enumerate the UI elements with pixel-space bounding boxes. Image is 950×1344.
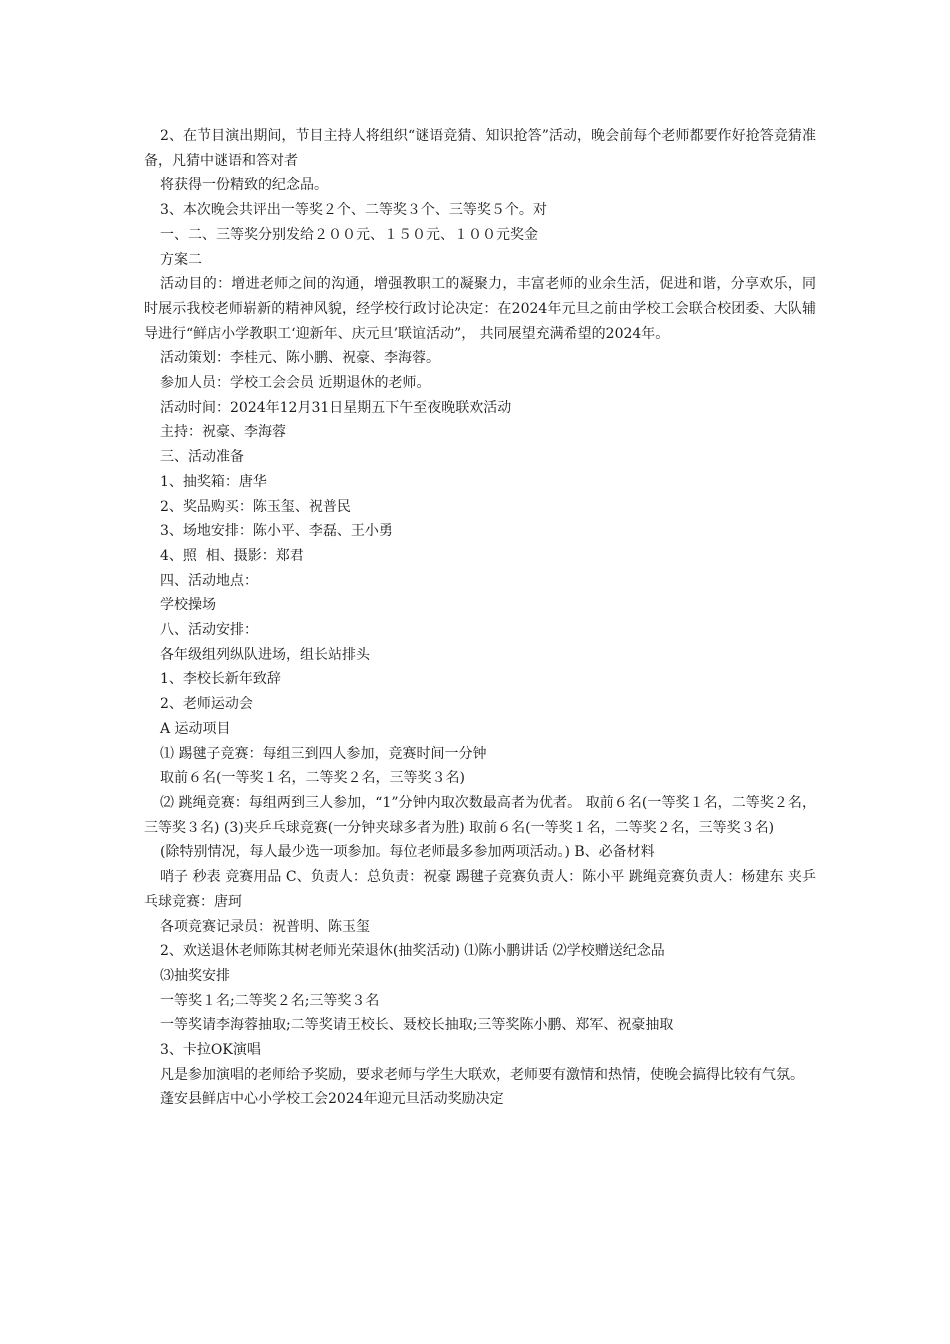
paragraph: 3、场地安排：陈小平、李磊、王小勇	[160, 523, 393, 540]
paragraph: 2、老师运动会	[160, 696, 253, 713]
paragraph: 一等奖请李海蓉抽取;二等奖请王校长、聂校长抽取;三等奖陈小鹏、郑军、祝豪抽取	[160, 1017, 674, 1034]
paragraph: 取前６名(一等奖１名，二等奖２名，三等奖３名)	[160, 770, 465, 787]
paragraph: 4、照 相、摄影：郑君	[160, 547, 304, 564]
paragraph: 2、欢送退休老师陈其树老师光荣退休(抽奖活动) ⑴陈小鹏讲话 ⑵学校赠送纪念品	[160, 943, 665, 960]
paragraph: 学校操场	[160, 597, 216, 614]
paragraph: 蓬安县鲜店中心小学校工会2024年迎元旦活动奖励决定	[160, 1091, 504, 1108]
paragraph: 1、抽奖箱：唐华	[160, 473, 267, 490]
paragraph: 活动策划：李桂元、陈小鹏、祝豪、李海蓉。	[160, 350, 440, 367]
paragraph: 一等奖１名;二等奖２名;三等奖３名	[160, 992, 380, 1009]
paragraph: 各项竞赛记录员：祝普明、陈玉玺	[160, 918, 370, 935]
paragraph: ⑴ 踢毽子竞赛：每组三到四人参加，竞赛时间一分钟	[160, 745, 487, 762]
paragraph: 凡是参加演唱的老师给予奖励，要求老师与学生大联欢，老师要有激情和热情，使晚会搞得比较有气氛。	[160, 1066, 804, 1083]
document-body	[144, 124, 816, 1112]
paragraph: 活动目的：增进老师之间的沟通，增强教职工的凝聚力，丰富老师的业余生活，促进和谐，分享欢乐，同时展示我校老师崭新的精神风貌，经学校行政讨论决定：在2024年元旦之前由学校工会联合校团委、大队辅导进行“鲜店小学教职工‘迎新年、庆元旦’联谊活动”， 共同展望充满希望的2024年。	[144, 276, 816, 342]
paragraph: 哨子 秒表 竞赛用品 C、负责人：总负责：祝豪 踢毽子竞赛负责人：陈小平 跳绳竞赛负责人：杨建东 夹乒乓球竞赛：唐珂	[144, 869, 816, 910]
paragraph: (除特别情况，每人最少选一项参加。每位老师最多参加两项活动。) B、必备材料	[160, 844, 655, 861]
paragraph: 2、奖品购买：陈玉玺、祝普民	[160, 498, 351, 515]
paragraph: 参加人员：学校工会会员 近期退休的老师。	[160, 375, 431, 392]
paragraph: 1、李校长新年致辞	[160, 671, 281, 688]
paragraph: 主持：祝豪、李海蓉	[160, 424, 286, 441]
paragraph: 将获得一份精致的纪念品。	[160, 177, 328, 194]
paragraph: 3、卡拉OK演唱	[160, 1042, 261, 1059]
paragraph: 一、二、三等奖分别发给２００元、１５０元、１００元奖金	[160, 226, 538, 243]
paragraph: 八、活动安排：	[160, 622, 258, 639]
paragraph: 方案二	[160, 251, 202, 268]
paragraph: 3、本次晚会共评出一等奖２个、二等奖３个、三等奖５个。对	[160, 202, 547, 219]
paragraph: 各年级组列纵队进场，组长站排头	[160, 646, 370, 663]
paragraph: 活动时间：2024年12月31日星期五下午至夜晚联欢活动	[160, 399, 512, 416]
paragraph: ⑶抽奖安排	[160, 967, 230, 984]
paragraph: 2、在节目演出期间，节目主持人将组织“谜语竞猜、知识抢答”活动，晚会前每个老师都要作好抢答竞猜准备，凡猜中谜语和答对者	[144, 128, 816, 169]
paragraph: A 运动项目	[160, 720, 231, 737]
paragraph: 四、活动地点：	[160, 572, 258, 589]
paragraph: ⑵ 跳绳竞赛：每组两到三人参加，“1”分钟内取次数最高者为优者。 取前６名(一等奖１名，二等奖２名，三等奖３名) (3)夹乒乓球竞赛(一分钟夹球多者为胜) 取前６名(一等奖１名，二等奖２名，三等奖３名)	[144, 794, 816, 836]
paragraph: 三、活动准备	[160, 449, 244, 466]
